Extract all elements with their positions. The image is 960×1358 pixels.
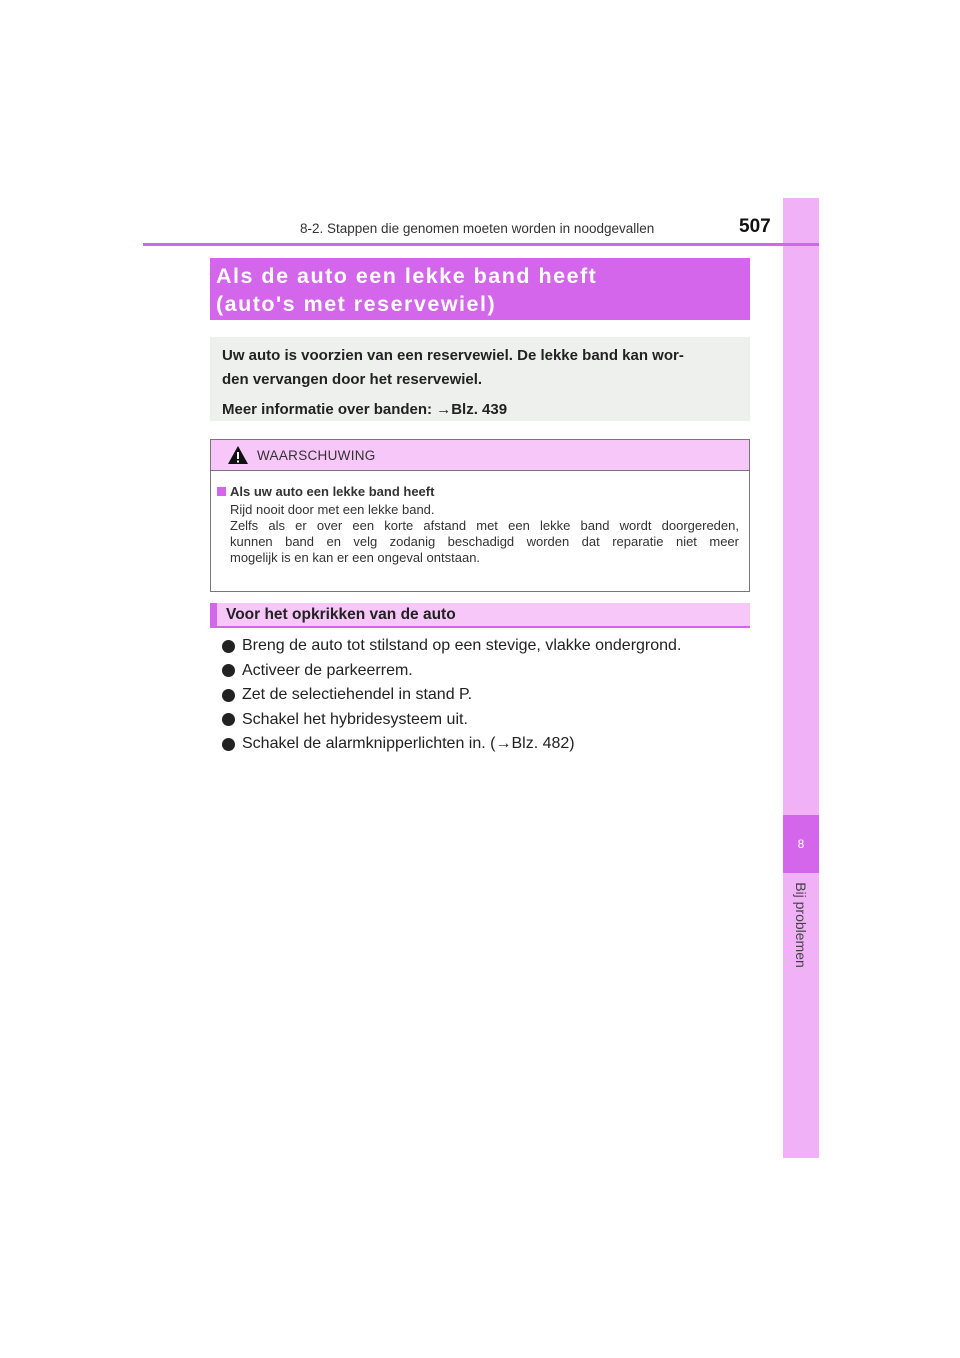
warning-box — [210, 439, 750, 592]
step-list — [222, 634, 681, 757]
bullet-dot-icon — [222, 689, 235, 702]
section-reference: 8-2. Stappen die genomen moeten worden in noodgevallen — [300, 221, 655, 236]
warning-subtitle-text: Als uw auto een lekke band heeft — [230, 484, 435, 499]
subsection-heading — [210, 603, 750, 628]
warning-text — [217, 502, 739, 566]
list-item — [222, 659, 681, 684]
warning-line-1: Rijd nooit door met een lekke band. — [230, 502, 435, 517]
page-title — [210, 258, 750, 320]
warning-subtitle — [217, 484, 739, 499]
bullet-dot-icon — [222, 713, 235, 726]
subsection-title: Voor het opkrikken van de auto — [226, 606, 456, 623]
bullet-dot-icon — [222, 664, 235, 677]
list-item — [222, 683, 681, 708]
chapter-side-tab — [783, 198, 819, 1158]
list-item — [222, 732, 681, 757]
list-item-text: Schakel het hybridesysteem uit. — [242, 710, 468, 728]
warning-body — [211, 471, 749, 566]
header-rule — [143, 243, 819, 246]
bullet-dot-icon — [222, 738, 235, 751]
list-item-text: Schakel de alarmknipperlichten in. (→Blz. 482) — [242, 735, 575, 753]
warning-triangle-icon — [227, 445, 249, 465]
intro-more-info: Meer informatie over banden: →Blz. 439 — [222, 401, 508, 418]
page-number: 507 — [739, 216, 771, 237]
subsection-rule — [210, 626, 750, 628]
square-bullet-icon — [217, 487, 226, 496]
bullet-dot-icon — [222, 640, 235, 653]
list-item — [222, 708, 681, 733]
chapter-number: 8 — [783, 815, 819, 873]
intro-line-1: Uw auto is voorzien van een reservewiel. De lekke band kan wor- — [222, 347, 684, 364]
list-item-text: Activeer de parkeerrem. — [242, 661, 413, 679]
warning-line-4: mogelijk is en kan er een ongeval ontstaan. — [230, 550, 481, 565]
title-line-2: (auto's met reservewiel) — [216, 292, 497, 316]
warning-header — [211, 440, 749, 471]
warning-line-3: kunnen band en velg zodanig beschadigd worden dat reparatie niet meer — [230, 534, 739, 549]
warning-title: WAARSCHUWING — [257, 447, 376, 463]
title-line-1: Als de auto een lekke band heeft — [216, 264, 598, 288]
list-item — [222, 634, 681, 659]
chapter-label: Bij problemen — [793, 882, 809, 968]
list-item-text: Breng de auto tot stilstand op een stevige, vlakke ondergrond. — [242, 637, 682, 655]
intro-box — [210, 337, 750, 421]
list-item-text: Zet de selectiehendel in stand P. — [242, 686, 473, 704]
intro-line-2: den vervangen door het reservewiel. — [222, 371, 483, 388]
warning-line-2: Zelfs als er over een korte afstand met een lekke band wordt doorgereden, — [230, 518, 739, 533]
